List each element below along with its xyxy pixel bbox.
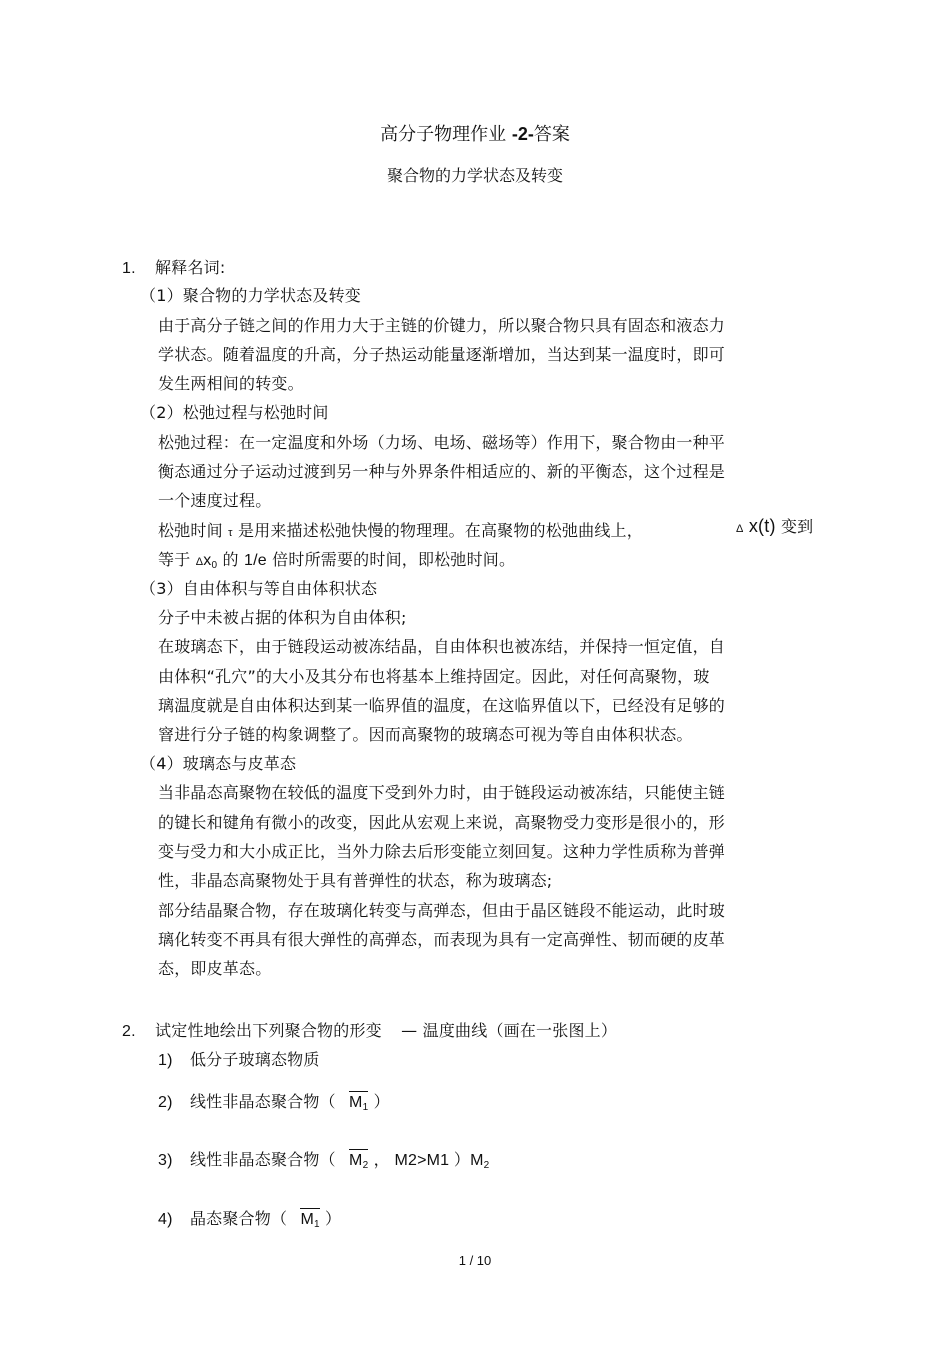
q1-s4-heading: （4）玻璃态与皮革态 [140,754,297,773]
q1-s3-heading: （3）自由体积与等自由体积状态 [140,579,378,598]
tau-text: 是用来描述松弛快慢的物理理。在高聚物的松弛曲线上， [237,521,643,540]
q2-item-text: 线性非晶态聚合物（ [189,1150,336,1169]
q1-number: 1. [122,260,136,277]
molecular-weight-relation-sub: 2 [483,1160,490,1171]
xt-expression [736,514,813,537]
eq-value: 1/e [244,552,267,569]
q2-item-end: ） [325,1209,342,1228]
q2-item-number: 3) [158,1152,173,1169]
q1-s1-line: 由于高分子链之间的作用力大于主链的价键力，所以聚合物只具有固态和液态力 [158,316,726,335]
xt-suffix: 变到 [780,517,814,536]
page-title [0,120,950,146]
q2-number: 2. [122,1023,136,1040]
q1-heading-text: 解释名词: [155,258,226,277]
q2-item-text: 低分子玻璃态物质 [189,1050,320,1069]
q1-s3-line: 窨进行分子链的构象调整了。因而高聚物的玻璃态可视为等自由体积状态。 [158,725,693,744]
q1-s4-line: 态，即皮革态。 [158,959,272,978]
q1-s4-line: 当非晶态高聚物在较低的温度下受到外力时，由于链段运动被冻结，只能使主链 [158,783,726,802]
x0-symbol: x [203,552,212,569]
eq-text: 倍时所需要的时间，即松弛时间。 [272,550,516,569]
molecular-weight-relation: ， M2>M1 ）M [373,1152,484,1169]
molecular-weight-symbol: $M_2$ [349,1149,368,1171]
q1-s2-line: 一个速度过程。 [158,491,272,510]
q2-item-number: 4) [158,1211,173,1228]
eq-de: 的 [222,550,239,569]
q2-item [158,1089,390,1113]
title-number: -2- [511,124,534,144]
delta-symbol: Δ [195,556,204,568]
molecular-weight-symbol: $M_1$ [300,1208,319,1230]
q1-s2-tau-line [158,518,643,541]
q1-s3-line: 分子中未被占据的体积为自由体积; [158,608,407,627]
q1-s3-line: 由体积“孔穴”的大小及其分布也将基本上维持固定。因此，对任何高聚物，玻 [158,667,710,686]
q1-s4-line: 部分结晶聚合物，存在玻璃化转变与高弹态，但由于晶区链段不能运动，此时玻 [158,901,726,920]
q2-item-end: ） [373,1092,390,1111]
q2-heading [122,1018,617,1041]
q1-s2-heading: （2）松弛过程与松弛时间 [140,403,329,422]
q1-s4-line: 变与受力和大小成正比，当外力除去后形变能立刻回复。这种力学性质称为普弹 [158,842,726,861]
tau-symbol: τ [228,527,233,539]
x0-subscript: 0 [211,560,218,571]
page-subtitle: 聚合物的力学状态及转变 [386,166,563,185]
delta-symbol: Δ [736,523,744,535]
q1-s1-line: 发生两相间的转变。 [158,374,304,393]
q2-item-number: 1) [158,1052,173,1069]
q1-s2-line: 松弛过程：在一定温度和外场（力场、电场、磁场等）作用下，聚合物由一种平 [158,433,726,452]
q2-item-text: 晶态聚合物（ [189,1209,288,1228]
page-number: 1 / 10 [458,1253,492,1268]
q1-s1-line: 学状态。随着温度的升高，分子热运动能量逐渐增加，当达到某一温度时，即可 [158,345,726,364]
molecular-weight-symbol: $M_1$ [349,1091,368,1113]
title-main: 高分子物理作业 [380,124,507,145]
eq-label: 等于 [158,550,191,569]
xt-symbol: x(t) [748,516,776,536]
q1-s2-line: 衡态通过分子运动过渡到另一种与外界条件相适应的、新的平衡态，这个过程是 [158,462,726,481]
q2-item-number: 2) [158,1094,173,1111]
q1-s4-line: 性，非晶态高聚物处于具有普弹性的状态，称为玻璃态; [158,871,553,890]
title-suffix: 答案 [533,124,570,145]
q1-s2-eq-line [158,547,515,571]
q2-heading-text: 试定性地绘出下列聚合物的形变 [155,1021,382,1040]
q1-s4-line: 璃化转变不再具有很大弹性的高弹态，而表现为具有一定高弹性、韧而硬的皮革 [158,930,726,949]
q2-item-text: 线性非晶态聚合物（ [189,1092,336,1111]
q1-heading [122,255,225,278]
q1-s4-line: 的键长和键角有微小的改变，因此从宏观上来说，高聚物受力变形是很小的，形 [158,813,726,832]
q2-item [158,1047,320,1070]
tau-label: 松弛时间 [158,521,223,540]
q1-s1-heading: （1）聚合物的力学状态及转变 [140,286,361,305]
q2-item [158,1147,489,1171]
q2-heading-text-b: — 温度曲线（画在一张图上） [401,1021,618,1040]
q1-s3-line: 在玻璃态下，由于链段运动被冻结晶，自由体积也被冻结，并保持一恒定值，自 [158,637,726,656]
q1-s3-line: 璃温度就是自由体积达到某一临界值的温度，在这临界值以下，已经没有足够的 [158,696,726,715]
q2-item [158,1206,341,1230]
